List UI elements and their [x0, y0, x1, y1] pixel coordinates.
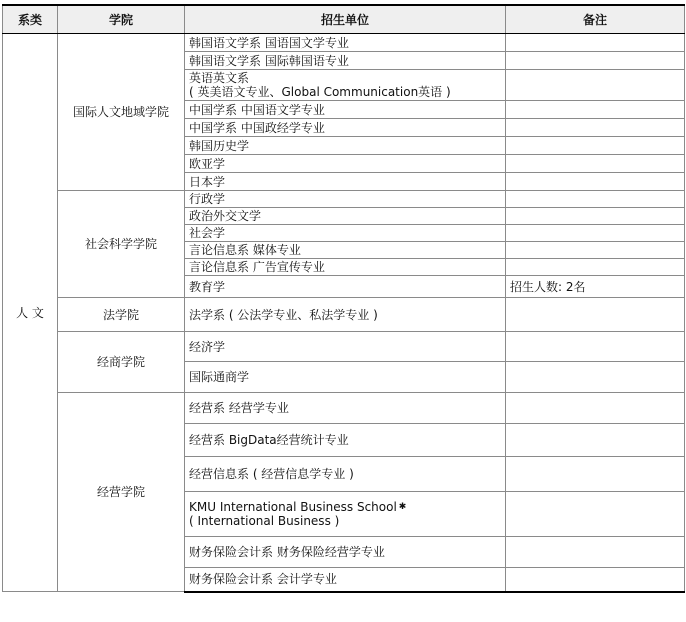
table-row: [3, 191, 685, 208]
unit-line: 国际通商学: [189, 370, 250, 384]
unit-cell: [185, 568, 506, 592]
note-cell: [506, 393, 685, 424]
header-note: 备注: [506, 5, 685, 34]
note-cell: [506, 208, 685, 225]
unit-cell: [185, 537, 506, 568]
unit-cell: [185, 70, 506, 101]
unit-cell: [185, 34, 506, 52]
unit-line: 韩国语文学系 国语国文学专业: [189, 35, 349, 50]
unit-line: 言论信息系 媒体专业: [189, 243, 301, 257]
unit-cell: [185, 362, 506, 393]
header-college: 学院: [58, 5, 185, 34]
note-cell: [506, 70, 685, 101]
unit-line: 中国学系 中国语文学专业: [189, 102, 325, 117]
unit-cell: [185, 276, 506, 298]
unit-line: 日本学: [189, 174, 226, 189]
note-cell: [506, 362, 685, 393]
note-cell: [506, 259, 685, 276]
college-cell: 经营学院: [58, 393, 185, 592]
unit-cell: [185, 242, 506, 259]
college-cell: 国际人文地域学院: [58, 34, 185, 191]
note-cell: [506, 155, 685, 173]
unit-cell: [185, 393, 506, 424]
unit-cell: [185, 101, 506, 119]
college-cell: 经商学院: [58, 332, 185, 393]
note-cell: [506, 52, 685, 70]
note-cell: [506, 225, 685, 242]
note-cell: [506, 332, 685, 362]
note-cell: [506, 191, 685, 208]
unit-line: KMU International Business School ✱: [189, 500, 407, 514]
unit-cell: [185, 52, 506, 70]
note-cell: [506, 424, 685, 457]
unit-line: 经营系 BigData经营统计专业: [189, 433, 349, 447]
unit-line: 法学系 ( 公法学专业、私法学专业 ): [189, 307, 378, 322]
unit-cell: [185, 225, 506, 242]
unit-line: 教育学: [189, 279, 226, 294]
unit-cell: [185, 424, 506, 457]
unit-line: 经营系 经营学专业: [189, 401, 289, 415]
header-row: [3, 5, 685, 34]
college-cell: 法学院: [58, 298, 185, 332]
unit-line: 社会学: [189, 226, 226, 240]
note-cell: [506, 101, 685, 119]
unit-cell: [185, 492, 506, 537]
unit-line: ( 英美语文专业、Global Communication英语 ): [189, 85, 451, 99]
unit-line: 欧亚学: [189, 156, 226, 171]
unit-cell: [185, 208, 506, 225]
unit-cell: [185, 155, 506, 173]
unit-line: 经济学: [189, 339, 226, 354]
unit-cell: [185, 259, 506, 276]
unit-cell: [185, 137, 506, 155]
note-cell: [506, 537, 685, 568]
unit-line: 财务保险会计系 会计学专业: [189, 572, 337, 587]
note-cell: [506, 492, 685, 537]
note-cell: [506, 173, 685, 191]
note-cell: [506, 298, 685, 332]
note-cell: [506, 137, 685, 155]
note-cell: [506, 34, 685, 52]
unit-cell: [185, 191, 506, 208]
unit-line: 英语英文系: [189, 71, 250, 85]
admission-table: [2, 4, 685, 593]
table-row: [3, 332, 685, 362]
unit-cell: [185, 173, 506, 191]
note-cell: [506, 568, 685, 592]
note-cell: [506, 242, 685, 259]
unit-line: 韩国历史学: [189, 138, 250, 153]
unit-line: 政治外交文学: [189, 209, 262, 223]
table-row: [3, 298, 685, 332]
table-row: [3, 393, 685, 424]
unit-cell: [185, 298, 506, 332]
header-unit: 招生单位: [185, 5, 506, 34]
unit-line: 中国学系 中国政经学专业: [189, 120, 325, 135]
table-row: [3, 34, 685, 52]
unit-line: 经营信息系 ( 经营信息学专业 ): [189, 467, 354, 481]
unit-line: 财务保险会计系 财务保险经营学专业: [189, 545, 385, 559]
header-category: 系类: [3, 5, 58, 34]
note-cell: [506, 119, 685, 137]
unit-line: 言论信息系 广告宣传专业: [189, 260, 325, 274]
unit-cell: [185, 457, 506, 492]
unit-cell: [185, 119, 506, 137]
asterisk-mark: ✱: [398, 502, 407, 512]
category-cell: 人 文: [3, 34, 58, 592]
college-cell: 社会科学学院: [58, 191, 185, 298]
note-cell: 招生人数: 2名: [506, 276, 685, 298]
unit-cell: [185, 332, 506, 362]
unit-line: 行政学: [189, 192, 226, 206]
note-cell: [506, 457, 685, 492]
unit-line: ( International Business ): [189, 514, 340, 528]
unit-line: 韩国语文学系 国际韩国语专业: [189, 53, 349, 68]
